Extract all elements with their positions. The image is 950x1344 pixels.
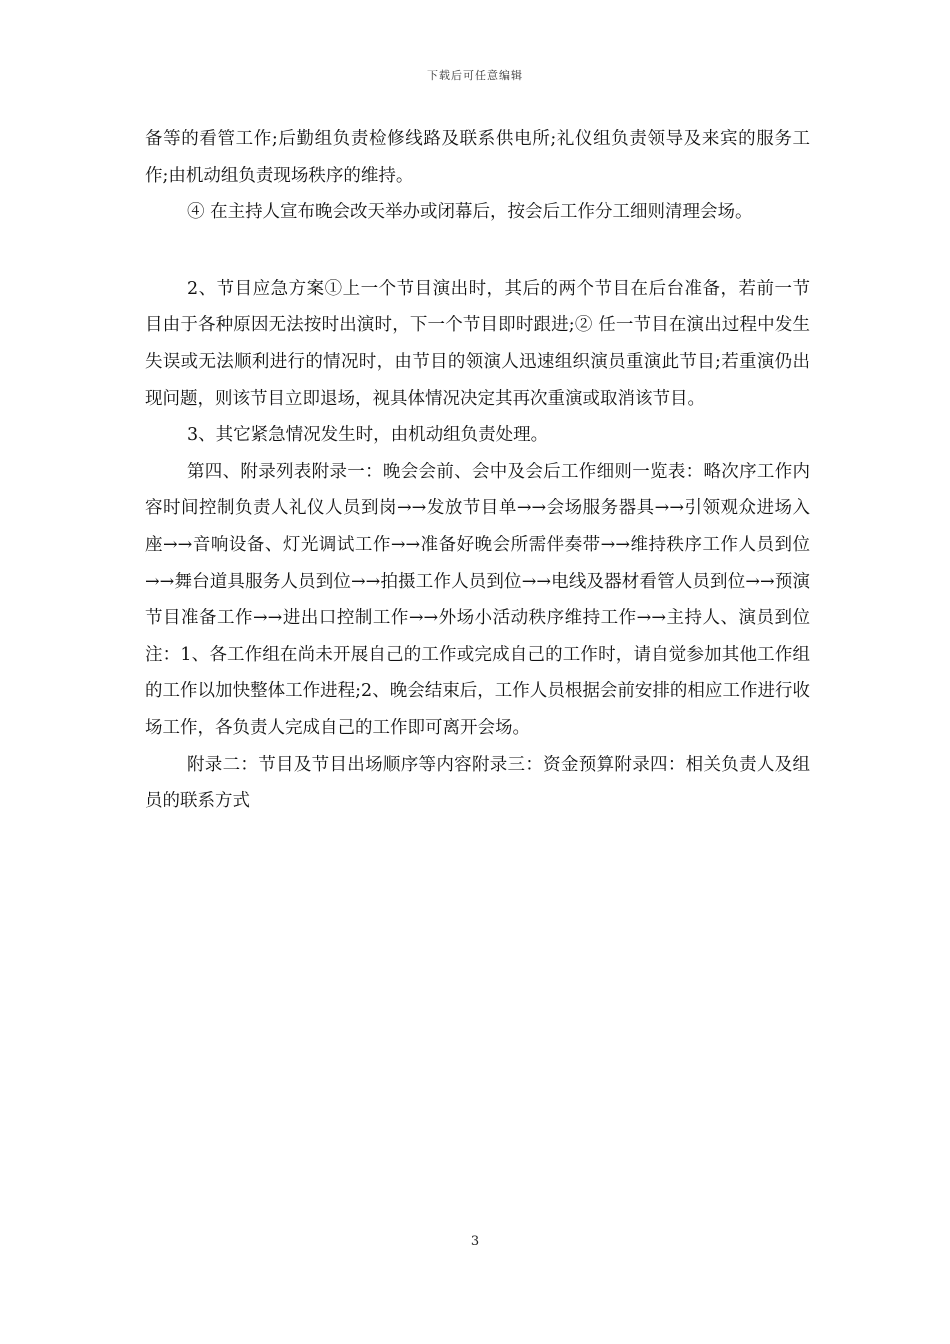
paragraph-appendix-two-to-four: 附录二：节目及节目出场顺序等内容附录三：资金预算附录四：相关负责人及组员的联系方式	[145, 754, 810, 812]
paragraph-appendix-one: 第四、附录列表附录一：晚会会前、会中及会后工作细则一览表：略次序工作内容时间控制负责人礼仪人员到岗→→发放节目单→→会场服务器具→→引领观众进场入座→→音响设备、灯光调试工作→→准备好晚会所需伴奏带→→维持秩序工作人员到位→→舞台道具服务人员到位→→拍摄工作人员到位→→电线及器材看管人员到位→→预演节目准备工作→→进出口控制工作→→外场小活动秩序维持工作→→主持人、演员到位注：1、各工作组在尚未开展自己的工作或完成自己的工作时，请自觉参加其他工作组的工作以加快整体工作进程;2、晚会结束后，工作人员根据会前安排的相应工作进行收场工作，各负责人完成自己的工作即可离开会场。	[145, 461, 810, 738]
paragraph-other-emergencies: 3、其它紧急情况发生时，由机动组负责处理。	[187, 425, 549, 446]
paragraph-continuation: 备等的看管工作;后勤组负责检修线路及联系供电所;礼仪组负责领导及来宾的服务工作;由机动组负责现场秩序的维持。	[145, 129, 810, 186]
page-number: 3	[470, 1234, 480, 1249]
page-header: 下载后可任意编辑	[427, 69, 523, 82]
paragraph-closing-cleanup: ④ 在主持人宣布晚会改天举办或闭幕后，按会后工作分工细则清理会场。	[187, 202, 753, 223]
document-body	[145, 121, 810, 820]
paragraph-gap	[145, 231, 810, 271]
paragraph-program-emergency-plan: 2、节目应急方案①上一个节目演出时，其后的两个节目在后台准备，若前一节目由于各种原因无法按时出演时，下一个节目即时跟进;② 任一节目在演出过程中发生失误或无法顺利进行的情况时，由节目的领演人迅速组织演员重演此节目;若重演仍出现问题，则该节目立即退场，视具体情况决定其再次重演或取消该节目。	[145, 278, 810, 409]
